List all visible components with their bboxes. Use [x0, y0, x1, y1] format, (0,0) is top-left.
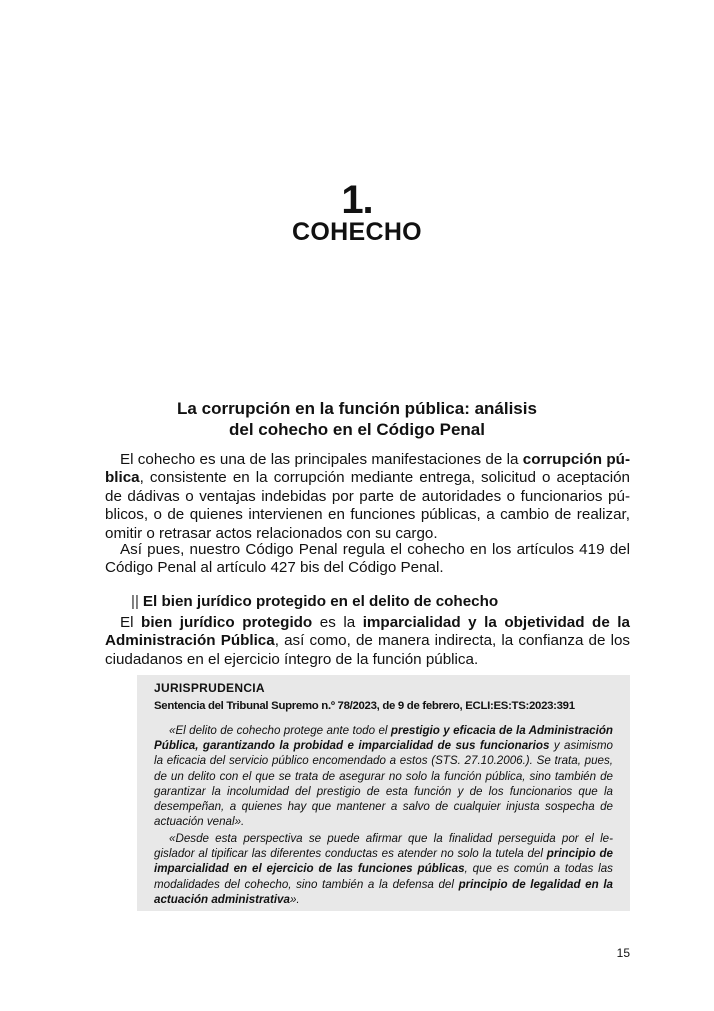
- section-heading-line-1: La corrupción en la función pública: análisis: [177, 399, 537, 418]
- paragraph-code-articles: Así pues, nuestro Código Penal regula el cohecho en los artículos 419 del Código Penal al artículo 427 bis del Código Penal.: [105, 541, 630, 577]
- quote-text: , que es común a todas las modalidades del cohecho, sino también a la defensa del: [154, 862, 613, 891]
- chapter-number: 1.: [341, 178, 373, 222]
- jurisprudence-title: JURISPRUDENCIA: [154, 681, 265, 695]
- paragraph-text: El cohecho es una de las principales manifestaciones de la: [120, 451, 523, 468]
- quote-text: ».: [289, 892, 300, 906]
- paragraph-emphasis: bien jurídico protegido: [141, 614, 313, 631]
- paragraph-emphasis: imparcialidad y la objetividad de la Administración Pública: [105, 614, 630, 650]
- page-number: 15: [616, 946, 630, 960]
- chapter-title: COHECHO: [292, 218, 422, 246]
- quote-emphasis: prestigio y eficacia de la Administración Pública, garantizando la probidad e imparcialidad de sus funcionarios: [154, 724, 613, 753]
- subheading-marker: ||: [131, 593, 139, 610]
- section-heading-line-2: del cohecho en el Código Penal: [229, 420, 485, 439]
- paragraph-text: es la: [312, 614, 363, 631]
- section-heading: [120, 398, 594, 440]
- paragraph-text: , consistente en la corrupción mediante entrega, solicitud o aceptación de dádivas o ventajas indebidas por parte de autoridades o funcionarios públicos, o de quienes intervienen en funciones públicas, a cambio de realizar, omitir o retrasar actos relacionados con su cargo.: [105, 469, 630, 542]
- quote-text: «El delito de cohecho protege ante todo el: [169, 724, 391, 737]
- jurisprudence-quote-1: [154, 723, 613, 829]
- paragraph-text: , así como, de manera indirecta, la confianza de los ciudadanos en el ejercicio íntegro de la función pública.: [105, 632, 630, 668]
- quote-emphasis: principio de imparcialidad en el ejercicio de las funciones públicas: [154, 847, 613, 876]
- paragraph-emphasis: corrupción pública: [105, 451, 630, 487]
- paragraph-intro: [105, 451, 630, 543]
- quote-emphasis: principio de legalidad en la actuación administrativa: [154, 877, 613, 906]
- jurisprudence-citation: Sentencia del Tribunal Supremo n.º 78/2023, de 9 de febrero, ECLI:ES:TS:2023:391: [154, 700, 575, 712]
- quote-text: «Desde esta perspectiva se puede afirmar que la finalidad perseguida por el legislador al tipificar las diferentes conductas es atender no solo la tutela del: [154, 832, 613, 861]
- jurisprudence-quote-2: [154, 831, 613, 907]
- paragraph-text: El: [120, 614, 142, 631]
- subheading: [131, 592, 498, 611]
- paragraph-legal-interest: [105, 614, 630, 669]
- jurisprudence-box: [137, 675, 630, 911]
- subheading-text: El bien jurídico protegido en el delito de cohecho: [142, 593, 499, 610]
- quote-text: y asimismo la eficacia del servicio público encomendado a estos (STS. 27.10.2006.). Se trata, pues, de un delito con el que se trata de asegurar no solo la función pública, sino también de garantizar la incolumidad del prestigio de esta función y de los funcionarios que la desempeñan, a quienes hay que mantener a salvo de cualquier injusta sospecha de actuación venal».: [154, 739, 613, 829]
